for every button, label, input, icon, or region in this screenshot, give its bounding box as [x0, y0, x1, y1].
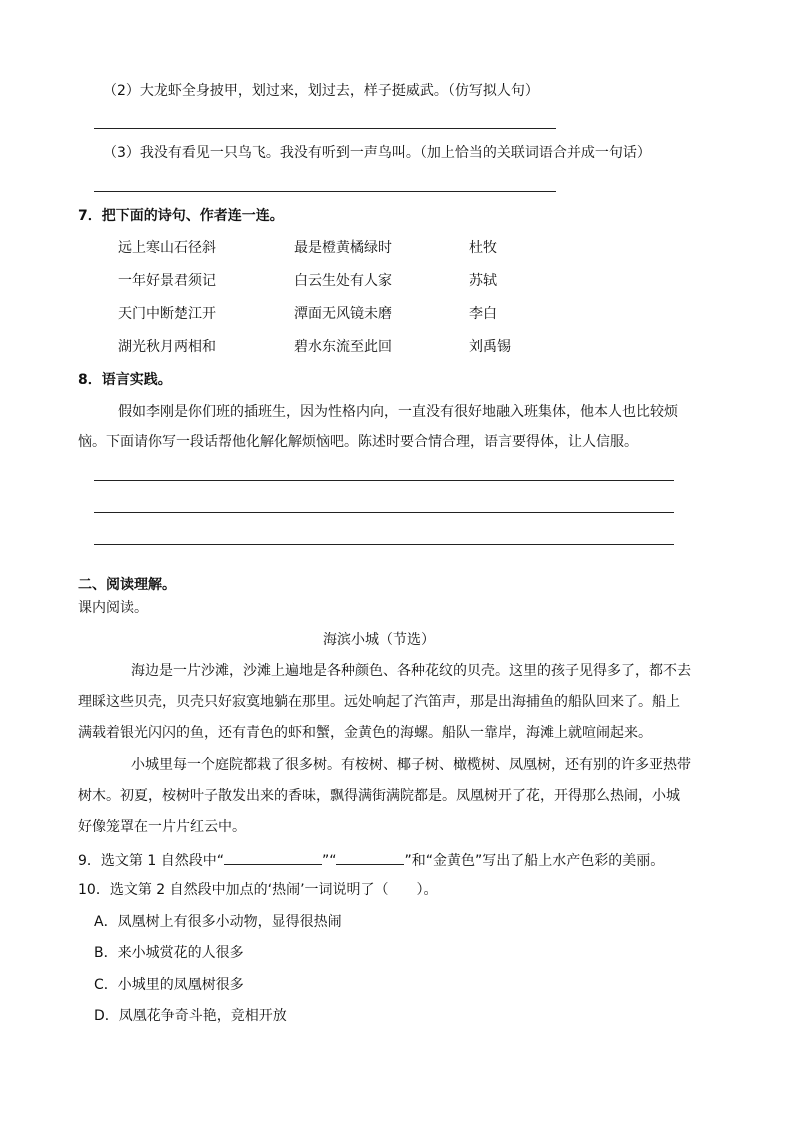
q7-title: 7．把下面的诗句、作者连一连。 [78, 208, 284, 224]
q7-col1-item[interactable]: 湖光秋月两相和 [118, 339, 216, 355]
passage-para1-line: 理睬这些贝壳，贝壳只好寂寞地躺在那里。远处响起了汽笛声，那是出海捕鱼的船队回来了。船上 [78, 694, 680, 710]
q9-suffix: ”和“金黄色”写出了船上水产色彩的美丽。 [404, 853, 665, 869]
q7-col2-item[interactable]: 碧水东流至此回 [294, 339, 392, 355]
q9-mid: ”“ [321, 853, 337, 869]
q8-text-line1: 假如李刚是你们班的插班生，因为性格内向，一直没有很好地融入班集体，他本人也比较烦 [118, 404, 678, 420]
passage-para1-line: 海边是一片沙滩，沙滩上遍地是各种颜色、各种花纹的贝壳。这里的孩子见得多了，都不去 [131, 663, 691, 679]
q9-question [78, 850, 664, 870]
passage-para2-line: 树木。初夏，桉树叶子散发出来的香味，飘得满街满院都是。凤凰树开了花，开得那么热闹，小城 [78, 788, 680, 804]
section2-subheading: 课内阅读。 [78, 600, 148, 616]
q6-item2-answer-line[interactable] [94, 128, 556, 129]
q6-item3-answer-line[interactable] [94, 191, 556, 192]
q10-option-b[interactable]: B．来小城赏花的人很多 [94, 945, 244, 961]
q7-col3-item[interactable]: 杜牧 [469, 240, 497, 256]
section2-heading: 二、阅读理解。 [78, 577, 176, 593]
passage-para2-line: 小城里每一个庭院都栽了很多树。有桉树、椰子树、橄榄树、凤凰树，还有别的许多亚热带 [131, 757, 691, 773]
q8-answer-line-1[interactable] [94, 480, 674, 481]
q7-col3-item[interactable]: 苏轼 [469, 273, 497, 289]
q8-text-line2: 恼。下面请你写一段话帮他化解化解烦恼吧。陈述时要合情合理，语言要得体，让人信服。 [78, 434, 638, 450]
q8-answer-line-2[interactable] [94, 512, 674, 513]
q7-col1-item[interactable]: 天门中断楚江开 [118, 306, 216, 322]
q7-col2-item[interactable]: 白云生处有人家 [294, 273, 392, 289]
passage-title: 海滨小城（节选） [323, 632, 435, 648]
q9-prefix: 9．选文第 1 自然段中“ [78, 853, 224, 869]
q8-answer-line-3[interactable] [94, 544, 674, 545]
q7-col2-item[interactable]: 潭面无风镜未磨 [294, 306, 392, 322]
q7-col1-item[interactable]: 一年好景君须记 [118, 273, 216, 289]
passage-para1-line: 满载着银光闪闪的鱼，还有青色的虾和蟹，金黄色的海螺。船队一靠岸，海滩上就喧闹起来。 [78, 725, 652, 741]
q8-title: 8．语言实践。 [78, 372, 172, 388]
q6-item3-prompt: （3）我没有看见一只鸟飞。我没有听到一声鸟叫。（加上恰当的关联词语合并成一句话） [103, 145, 651, 161]
q9-blank-1[interactable] [224, 850, 322, 865]
q10-option-d[interactable]: D．凤凰花争奇斗艳，竞相开放 [94, 1008, 287, 1024]
q6-item2-prompt: （2）大龙虾全身披甲，划过来，划过去，样子挺威武。（仿写拟人句） [103, 83, 539, 99]
q7-col3-item[interactable]: 李白 [469, 306, 497, 322]
q10-stem: 10．选文第 2 自然段中加点的‘热闹’一词说明了（ ）。 [78, 882, 438, 898]
passage-para2-line: 好像笼罩在一片片红云中。 [78, 819, 246, 835]
q7-col2-item[interactable]: 最是橙黄橘绿时 [294, 240, 392, 256]
q10-option-a[interactable]: A．凤凰树上有很多小动物，显得很热闹 [94, 914, 342, 930]
q9-blank-2[interactable] [336, 850, 404, 865]
q7-col3-item[interactable]: 刘禹锡 [469, 339, 511, 355]
q7-col1-item[interactable]: 远上寒山石径斜 [118, 240, 216, 256]
q10-option-c[interactable]: C．小城里的凤凰树很多 [94, 977, 244, 993]
